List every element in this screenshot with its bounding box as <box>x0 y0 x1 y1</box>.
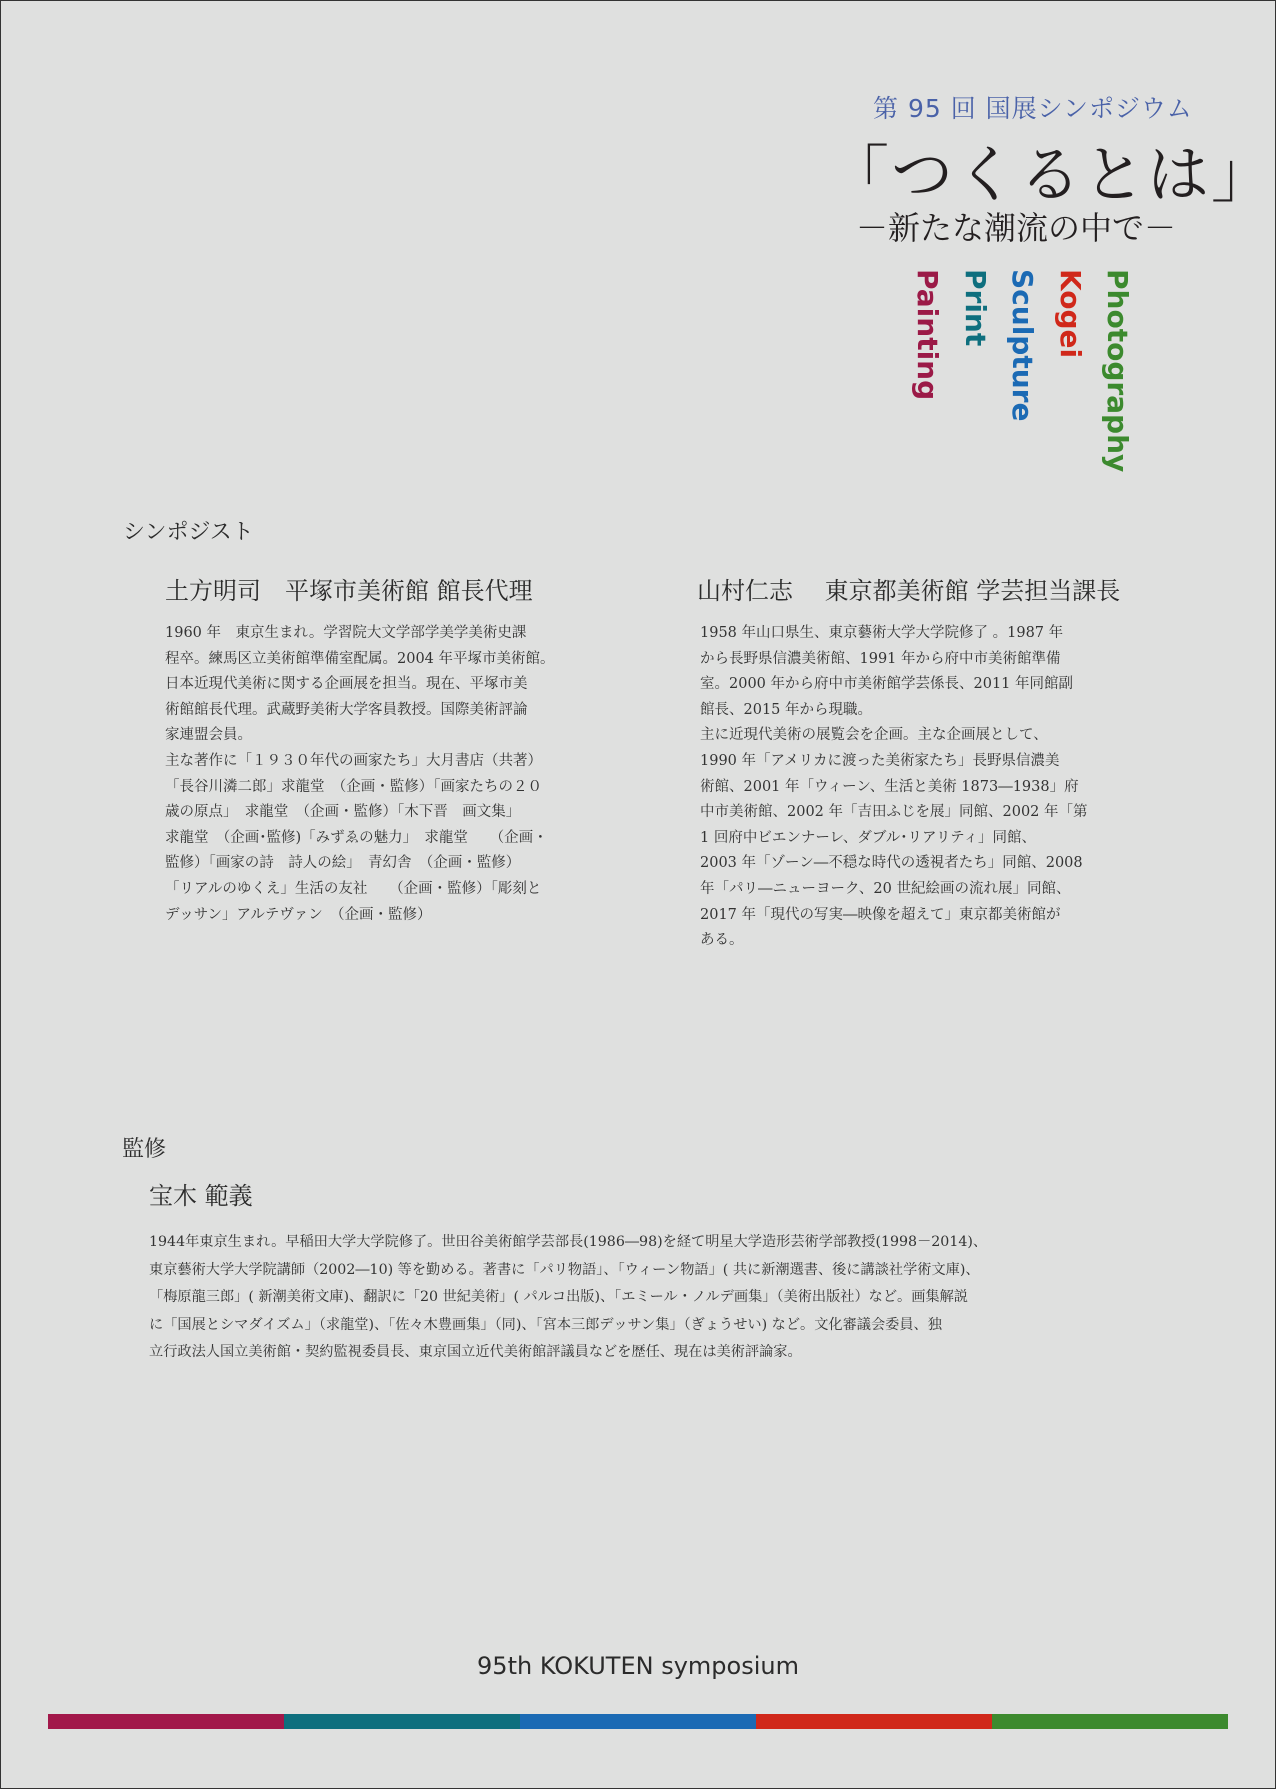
main-title: 「つくるとは」 <box>827 138 1276 211</box>
subtitle: －新たな潮流の中で－ <box>856 209 1177 247</box>
category-painting: Painting <box>911 269 944 401</box>
category-kogei: Kogei <box>1054 269 1087 359</box>
footer-text: 95th KOKUTEN symposium <box>477 1652 799 1680</box>
color-bar-sculpture <box>520 1714 756 1729</box>
supervisor-name: 宝木 範義 <box>149 1182 253 1210</box>
color-bar-print <box>284 1714 520 1729</box>
event-title: 第 95 回 国展シンポジウム <box>873 94 1193 123</box>
symposist-name-2: 山村仁志 東京都美術館 学芸担当課長 <box>697 577 1121 605</box>
supervisor-label: 監修 <box>122 1137 167 1162</box>
supervisor-bio: 1944年東京生まれ。早稲田大学大学院修了。世田谷美術館学芸部長(1986―98)を経て明星大学造形芸術学部教授(1998－2014)、 東京藝術大学大学院講師（2002―10) 等を勤める。著書に「パリ物語」、「ウィーン物語」( 共に新潮選書、後に講談社学術文庫)、 「梅原龍三郎」( 新潮美術文庫)、翻訳に「20 世紀美術」( パルコ出版)、「エミール・ノルデ画集」（美術出版社）など。画集解説 に「国展とシマダイズム」（求龍堂)、「佐々木豊画集」（同)、「宮本三郎デッサン集」（ぎょうせい) など。文化審議会委員、独 立行政法人国立美術館・契約監視委員長、東京国立近代美術館評議員などを歴任、現在は美術評論家。 <box>149 1234 988 1361</box>
color-bar-painting <box>48 1714 284 1729</box>
category-sculpture: Sculpture <box>1006 269 1039 422</box>
category-photography: Photography <box>1101 269 1134 473</box>
symposist-name-1: 土方明司 平塚市美術館 館長代理 <box>165 577 533 605</box>
color-bar-kogei <box>756 1714 992 1729</box>
symposists-label: シンポジスト <box>123 520 254 545</box>
category-print: Print <box>959 269 992 347</box>
color-bar-photography <box>992 1714 1228 1729</box>
symposist-bio-1: 1960 年 東京生まれ。学習院大文学部学美学美術史課 程卒。練馬区立美術館準備室配属。2004 年平塚市美術館。 日本近現代美術に関する企画展を担当。現在、平塚市美 術館館長代理。武蔵野美術大学客員教授。国際美術評論 家連盟会員。 主な著作に「１９３０年代の画家たち」大月書店（共著） 「長谷川潾二郎」求龍堂 （企画・監修）「画家たちの２０ 歳の原点」 求龍堂 （企画・監修）「木下晋 画文集」 求龍堂 （企画･監修)「みずゑの魅力」 求龍堂 （企画・ 監修）「画家の詩 詩人の絵」 青幻舎 （企画・監修） 「リアルのゆくえ」生活の友社 （企画・監修）「彫刻と デッサン」アルテヴァン （企画・監修） <box>165 625 555 923</box>
symposist-bio-2: 1958 年山口県生、東京藝術大学大学院修了 。1987 年 から長野県信濃美術館、1991 年から府中市美術館準備 室。2000 年から府中市美術館学芸係長、2011 年同館副 館長、2015 年から現職。 主に近現代美術の展覧会を企画。主な企画展として、 1990 年「アメリカに渡った美術家たち」長野県信濃美 術館、2001 年「ウィーン、生活と美術 1873―1938」府 中市美術館、2002 年「吉田ふじを展」同館、2002 年「第 1 回府中ビエンナーレ、ダブル･リアリティ」同館、 2003 年「ゾーン―不穏な時代の透視者たち」同館、2008 年「パリ―ニューヨーク、20 世紀絵画の流れ展」同館、 2017 年「現代の写実―映像を超えて」東京都美術館が ある。 <box>700 625 1088 949</box>
